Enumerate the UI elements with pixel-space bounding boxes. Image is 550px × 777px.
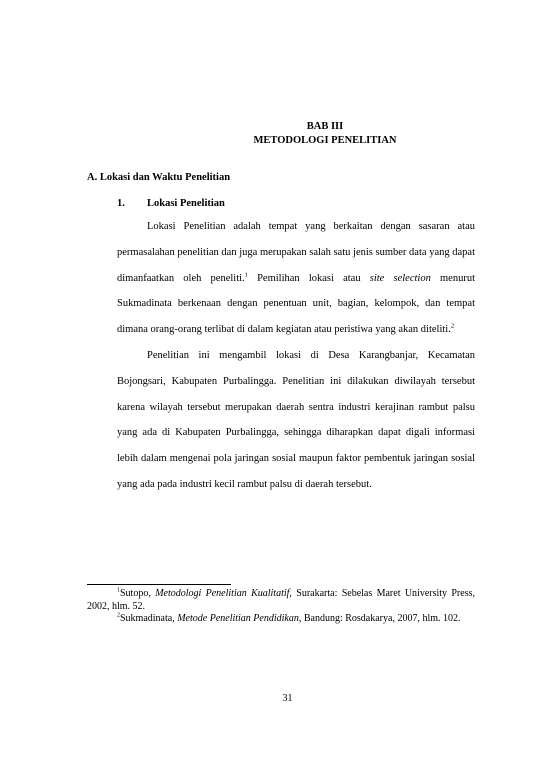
chapter-title: METODOLOGI PENELITIAN bbox=[253, 135, 397, 146]
subsection-heading: Lokasi Penelitian bbox=[147, 198, 225, 209]
section-heading: A. Lokasi dan Waktu Penelitian bbox=[87, 172, 231, 183]
italic-term: site selection bbox=[369, 272, 431, 284]
paragraph-1 bbox=[117, 214, 475, 343]
subsection-number: 1. bbox=[117, 198, 125, 209]
body-text bbox=[117, 214, 475, 498]
footnote-2-author: Sukmadinata, bbox=[120, 613, 178, 624]
page-number: 31 bbox=[282, 693, 293, 704]
footnote-2-title: Metode Penelitian Pendidikan bbox=[177, 613, 299, 624]
footnotes bbox=[87, 588, 475, 626]
footnote-separator bbox=[87, 584, 231, 585]
paragraph-1-part2: Pemilihan lokasi atau bbox=[247, 272, 370, 284]
footnote-1-rest: , Surakarta: Sebelas Maret University Press, 2002, hlm. 52. bbox=[87, 588, 475, 612]
footnote-1-title: Metodologi Penelitian Kualitatif bbox=[155, 588, 290, 599]
footnote-1 bbox=[87, 588, 475, 613]
footnote-2-rest: , Bandung: Rosdakarya, 2007, hlm. 102. bbox=[298, 613, 461, 624]
footnote-1-author: Sutopo, bbox=[120, 588, 156, 599]
paragraph-1-part1: Lokasi Penelitian adalah tempat yang berkaitan dengan sasaran atau permasalahan penelitian dan juga merupakan salah satu jenis sumber data yang dapat dimanfaatkan oleh peneliti. bbox=[117, 221, 475, 284]
footnote-2 bbox=[87, 613, 475, 626]
footnote-marker-1: 1 bbox=[117, 587, 120, 594]
footnote-marker-2: 2 bbox=[117, 612, 120, 619]
footnote-ref-2[interactable]: 2 bbox=[450, 322, 455, 330]
paragraph-2: Penelitian ini mengambil lokasi di Desa Karangbanjar, Kecamatan Bojongsari, Kabupaten Purbalingga. Penelitian ini dilakukan diwilayah tersebut karena wilayah tersebut merupakan daerah sentra industri kerajinan rambut palsu yang ada di Kabupaten Purbalingga, sehingga diharapkan dapat digali informasi lebih dalam mengenai pola jaringan sosial maupun faktor pembentuk jaringan sosial yang ada pada industri kecil rambut palsu di daerah tersebut. bbox=[117, 349, 475, 490]
chapter-label: BAB III bbox=[306, 121, 344, 132]
footnote-ref-1[interactable]: 1 bbox=[244, 271, 248, 279]
paragraph-1-part3: menurut Sukmadinata berkenaan dengan penentuan unit, bagian, kelompok, dan tempat dimana orang-orang terlibat di dalam kegiatan atau peristiwa yang akan diteliti. bbox=[117, 272, 475, 336]
